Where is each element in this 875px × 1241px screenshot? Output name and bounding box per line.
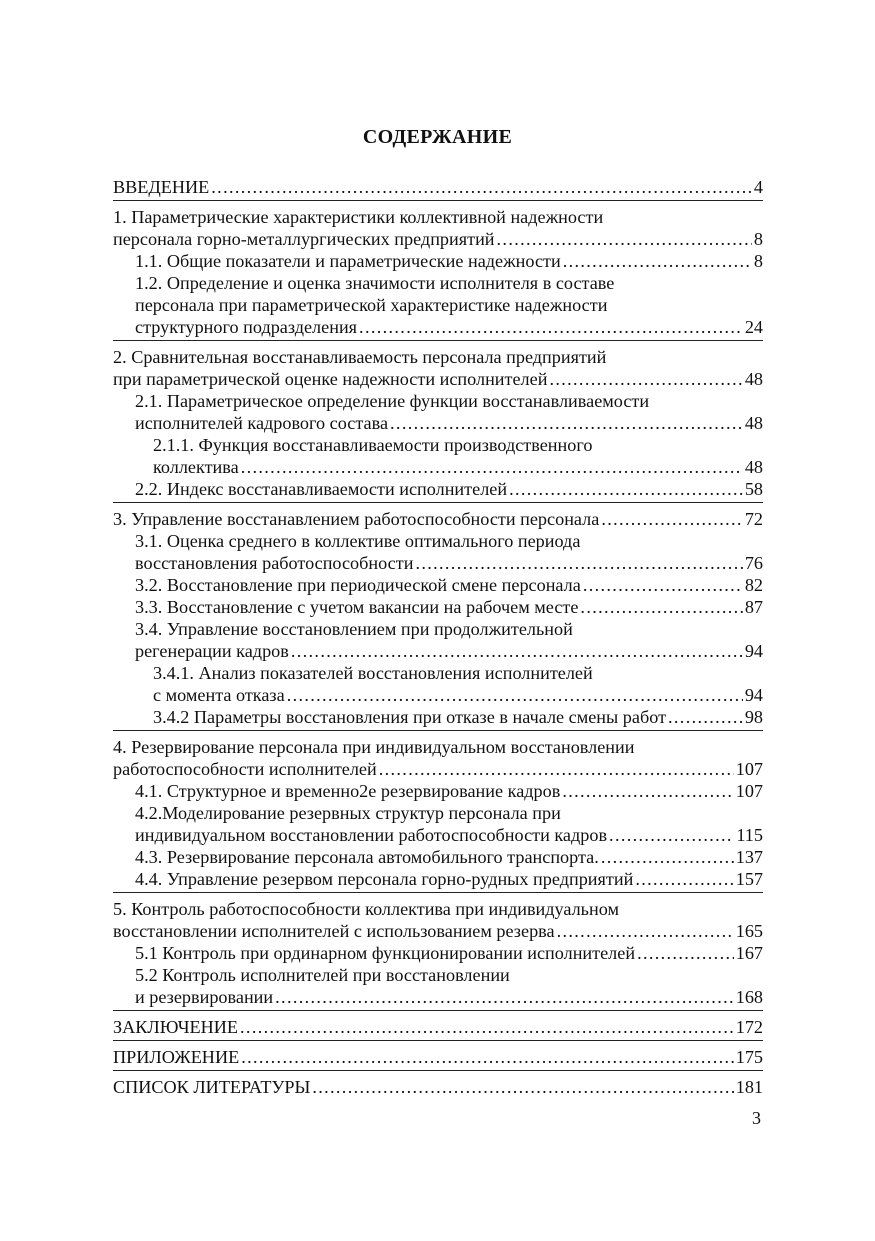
- toc-entry-4-3[interactable]: [113, 846, 763, 868]
- toc-entry-conclusion[interactable]: [113, 1016, 763, 1038]
- toc-page-number: 87: [744, 597, 763, 617]
- toc-entry-3-2[interactable]: [113, 574, 763, 596]
- leader-dots: [580, 596, 742, 618]
- toc-page-number: 48: [744, 369, 763, 389]
- toc-entry-title: 2.1. Параметрическое определение функции восстанавливаемости: [135, 391, 650, 411]
- toc-page-number: 165: [735, 921, 763, 941]
- leader-dots: [601, 508, 743, 530]
- toc-entry-title: 4.3. Резервирование персонала автомобильного транспорта.: [135, 847, 599, 867]
- toc-entry-title: восстановления работоспособности: [135, 553, 414, 573]
- toc-page-number: 24: [744, 317, 763, 337]
- toc-page-number: 168: [735, 987, 763, 1007]
- toc-page-number: 48: [744, 457, 763, 477]
- toc-entry-title: 5.2 Контроль исполнителей при восстановлении: [135, 965, 510, 985]
- toc-entry-title: 5.1 Контроль при ординарном функционировании исполнителей: [135, 943, 636, 963]
- leader-dots: [509, 478, 743, 500]
- toc-entry-chapter-2[interactable]: [113, 346, 763, 390]
- toc-entry-title: регенерации кадров: [135, 641, 289, 661]
- toc-entry-title: 5. Контроль работоспособности коллектива при индивидуальном: [113, 899, 619, 919]
- leader-dots: [312, 1076, 733, 1098]
- leader-dots: [557, 920, 734, 942]
- leader-dots: [562, 780, 733, 802]
- toc-page-number: 107: [735, 759, 763, 779]
- toc-entry-title: 3.4.1. Анализ показателей восстановления исполнителей: [153, 663, 593, 683]
- toc-entry-title: ПРИЛОЖЕНИЕ: [113, 1047, 240, 1067]
- toc-entry-title: 3.4. Управление восстановлением при продолжительной: [135, 619, 573, 639]
- leader-dots: [497, 228, 752, 250]
- leader-dots: [609, 824, 734, 846]
- toc-entry-title: 2.2. Индекс восстанавливаемости исполнителей: [135, 479, 508, 499]
- toc-entry-title: и резервировании: [135, 987, 274, 1007]
- leader-dots: [287, 684, 743, 706]
- toc-entry-2-2[interactable]: [113, 478, 763, 500]
- toc-entry-3-4-2[interactable]: [113, 706, 763, 728]
- toc-page-number: 8: [753, 251, 763, 271]
- toc-entry-title: коллектива: [153, 457, 239, 477]
- leader-dots: [549, 368, 742, 390]
- leader-dots: [601, 846, 734, 868]
- toc-entry-chapter-5[interactable]: [113, 898, 763, 942]
- toc-page-number: 181: [735, 1077, 763, 1097]
- page-title: СОДЕРЖАНИЕ: [362, 126, 513, 148]
- toc-entry-title: структурного подразделения: [135, 317, 358, 337]
- page-number: 3: [752, 1108, 761, 1128]
- toc-entry-5-1[interactable]: [113, 942, 763, 964]
- leader-dots: [635, 868, 733, 890]
- leader-dots: [563, 250, 752, 272]
- toc-entry-1-1[interactable]: [113, 250, 763, 272]
- leader-dots: [668, 706, 743, 728]
- toc-entry-title: 2. Сравнительная восстанавливаемость персонала предприятий: [113, 347, 607, 367]
- toc-entry-3-3[interactable]: [113, 596, 763, 618]
- toc-entry-title: индивидуальном восстановлении работоспособности кадров: [135, 825, 608, 845]
- toc-page-number: 98: [744, 707, 763, 727]
- toc-entry-4-1[interactable]: [113, 780, 763, 802]
- toc-entry-appendix[interactable]: [113, 1046, 763, 1068]
- toc-entry-intro[interactable]: [113, 176, 763, 198]
- toc-entry-title: исполнителей кадрового состава: [135, 413, 389, 433]
- toc-page-number: 175: [735, 1047, 763, 1067]
- toc-entry-chapter-1[interactable]: [113, 206, 763, 250]
- leader-dots: [637, 942, 734, 964]
- toc-block-appendix: [113, 1046, 763, 1071]
- toc-entry-title: при параметрической оценке надежности исполнителей: [113, 369, 548, 389]
- toc-entry-3-4-1[interactable]: [113, 662, 763, 706]
- toc-entry-title: ЗАКЛЮЧЕНИЕ: [113, 1017, 239, 1037]
- toc-page-number: 58: [744, 479, 763, 499]
- toc-block-chapter-3: [113, 508, 763, 731]
- toc-page-number: 72: [744, 509, 763, 529]
- toc-page-number: 157: [735, 869, 763, 889]
- leader-dots: [379, 758, 734, 780]
- toc-entry-title: персонала при параметрической характеристике надежности: [135, 295, 608, 315]
- leader-dots: [390, 412, 743, 434]
- leader-dots: [415, 552, 742, 574]
- leader-dots: [583, 574, 743, 596]
- toc-entry-5-2[interactable]: [113, 964, 763, 1008]
- toc-entry-title: 1.1. Общие показатели и параметрические надежности: [135, 251, 561, 271]
- toc-block-chapter-1: [113, 206, 763, 341]
- toc-entry-title: 3.3. Восстановление с учетом вакансии на рабочем месте: [135, 597, 579, 617]
- toc-entry-chapter-4[interactable]: [113, 736, 763, 780]
- toc-page-number: 82: [744, 575, 763, 595]
- toc-entry-title: СПИСОК ЛИТЕРАТУРЫ: [113, 1077, 311, 1097]
- leader-dots: [211, 176, 752, 198]
- toc-page-number: 94: [744, 641, 763, 661]
- toc-entry-title: 1.2. Определение и оценка значимости исполнителя в составе: [135, 273, 615, 293]
- toc-entry-title: с момента отказа: [153, 685, 285, 705]
- toc-entry-title: 3.2. Восстановление при периодической смене персонала: [135, 575, 581, 595]
- toc-entry-3-4[interactable]: [113, 618, 763, 662]
- toc-block-chapter-2: [113, 346, 763, 503]
- leader-dots: [275, 986, 734, 1008]
- toc-page-number: 94: [744, 685, 763, 705]
- toc-entry-title: 3.1. Оценка среднего в коллективе оптимального периода: [135, 531, 581, 551]
- toc-entry-title: работоспособности исполнителей: [113, 759, 377, 779]
- toc-entry-references[interactable]: [113, 1076, 763, 1098]
- toc-block-conclusion: [113, 1016, 763, 1041]
- toc-entry-chapter-3[interactable]: [113, 508, 763, 530]
- toc-entry-title: ВВЕДЕНИЕ: [113, 177, 210, 197]
- leader-dots: [241, 1046, 734, 1068]
- toc-block-chapter-5: [113, 898, 763, 1011]
- toc-entry-title: 2.1.1. Функция восстанавливаемости производственного: [153, 435, 593, 455]
- toc-page-number: 172: [735, 1017, 763, 1037]
- toc-entry-title: восстановлении исполнителей с использованием резерва: [113, 921, 555, 941]
- toc-entry-title: персонала горно-металлургических предприятий: [113, 229, 495, 249]
- toc-entry-title: 4. Резервирование персонала при индивидуальном восстановлении: [113, 737, 635, 757]
- toc-page-number: 137: [735, 847, 763, 867]
- toc-block-intro: [113, 176, 763, 201]
- leader-dots: [240, 1016, 734, 1038]
- table-of-contents: [113, 176, 763, 1105]
- toc-page-number: 76: [744, 553, 763, 573]
- leader-dots: [291, 640, 743, 662]
- toc-entry-title: 4.4. Управление резервом персонала горно-рудных предприятий: [135, 869, 634, 889]
- toc-page-number: 8: [753, 229, 763, 249]
- toc-entry-title: 1. Параметрические характеристики коллективной надежности: [113, 207, 604, 227]
- toc-entry-title: 4.2.Моделирование резервных структур персонала при: [135, 803, 561, 823]
- toc-entry-4-2[interactable]: [113, 802, 763, 846]
- toc-block-references: [113, 1076, 763, 1100]
- leader-dots: [241, 456, 743, 478]
- toc-entry-3-1[interactable]: [113, 530, 763, 574]
- toc-entry-title: 4.1. Структурное и временно2е резервирование кадров: [135, 781, 561, 801]
- toc-entry-title: 3. Управление восстанавлением работоспособности персонала: [113, 509, 600, 529]
- toc-entry-1-2[interactable]: [113, 272, 763, 338]
- toc-entry-2-1[interactable]: [113, 390, 763, 434]
- toc-page-number: 4: [753, 177, 763, 197]
- toc-page-number: 48: [744, 413, 763, 433]
- toc-entry-4-4[interactable]: [113, 868, 763, 890]
- toc-page-number: 107: [735, 781, 763, 801]
- toc-entry-2-1-1[interactable]: [113, 434, 763, 478]
- leader-dots: [359, 316, 743, 338]
- toc-entry-title: 3.4.2 Параметры восстановления при отказе в начале смены работ: [153, 707, 667, 727]
- toc-block-chapter-4: [113, 736, 763, 893]
- toc-page-number: 115: [736, 825, 763, 845]
- toc-page-number: 167: [735, 943, 763, 963]
